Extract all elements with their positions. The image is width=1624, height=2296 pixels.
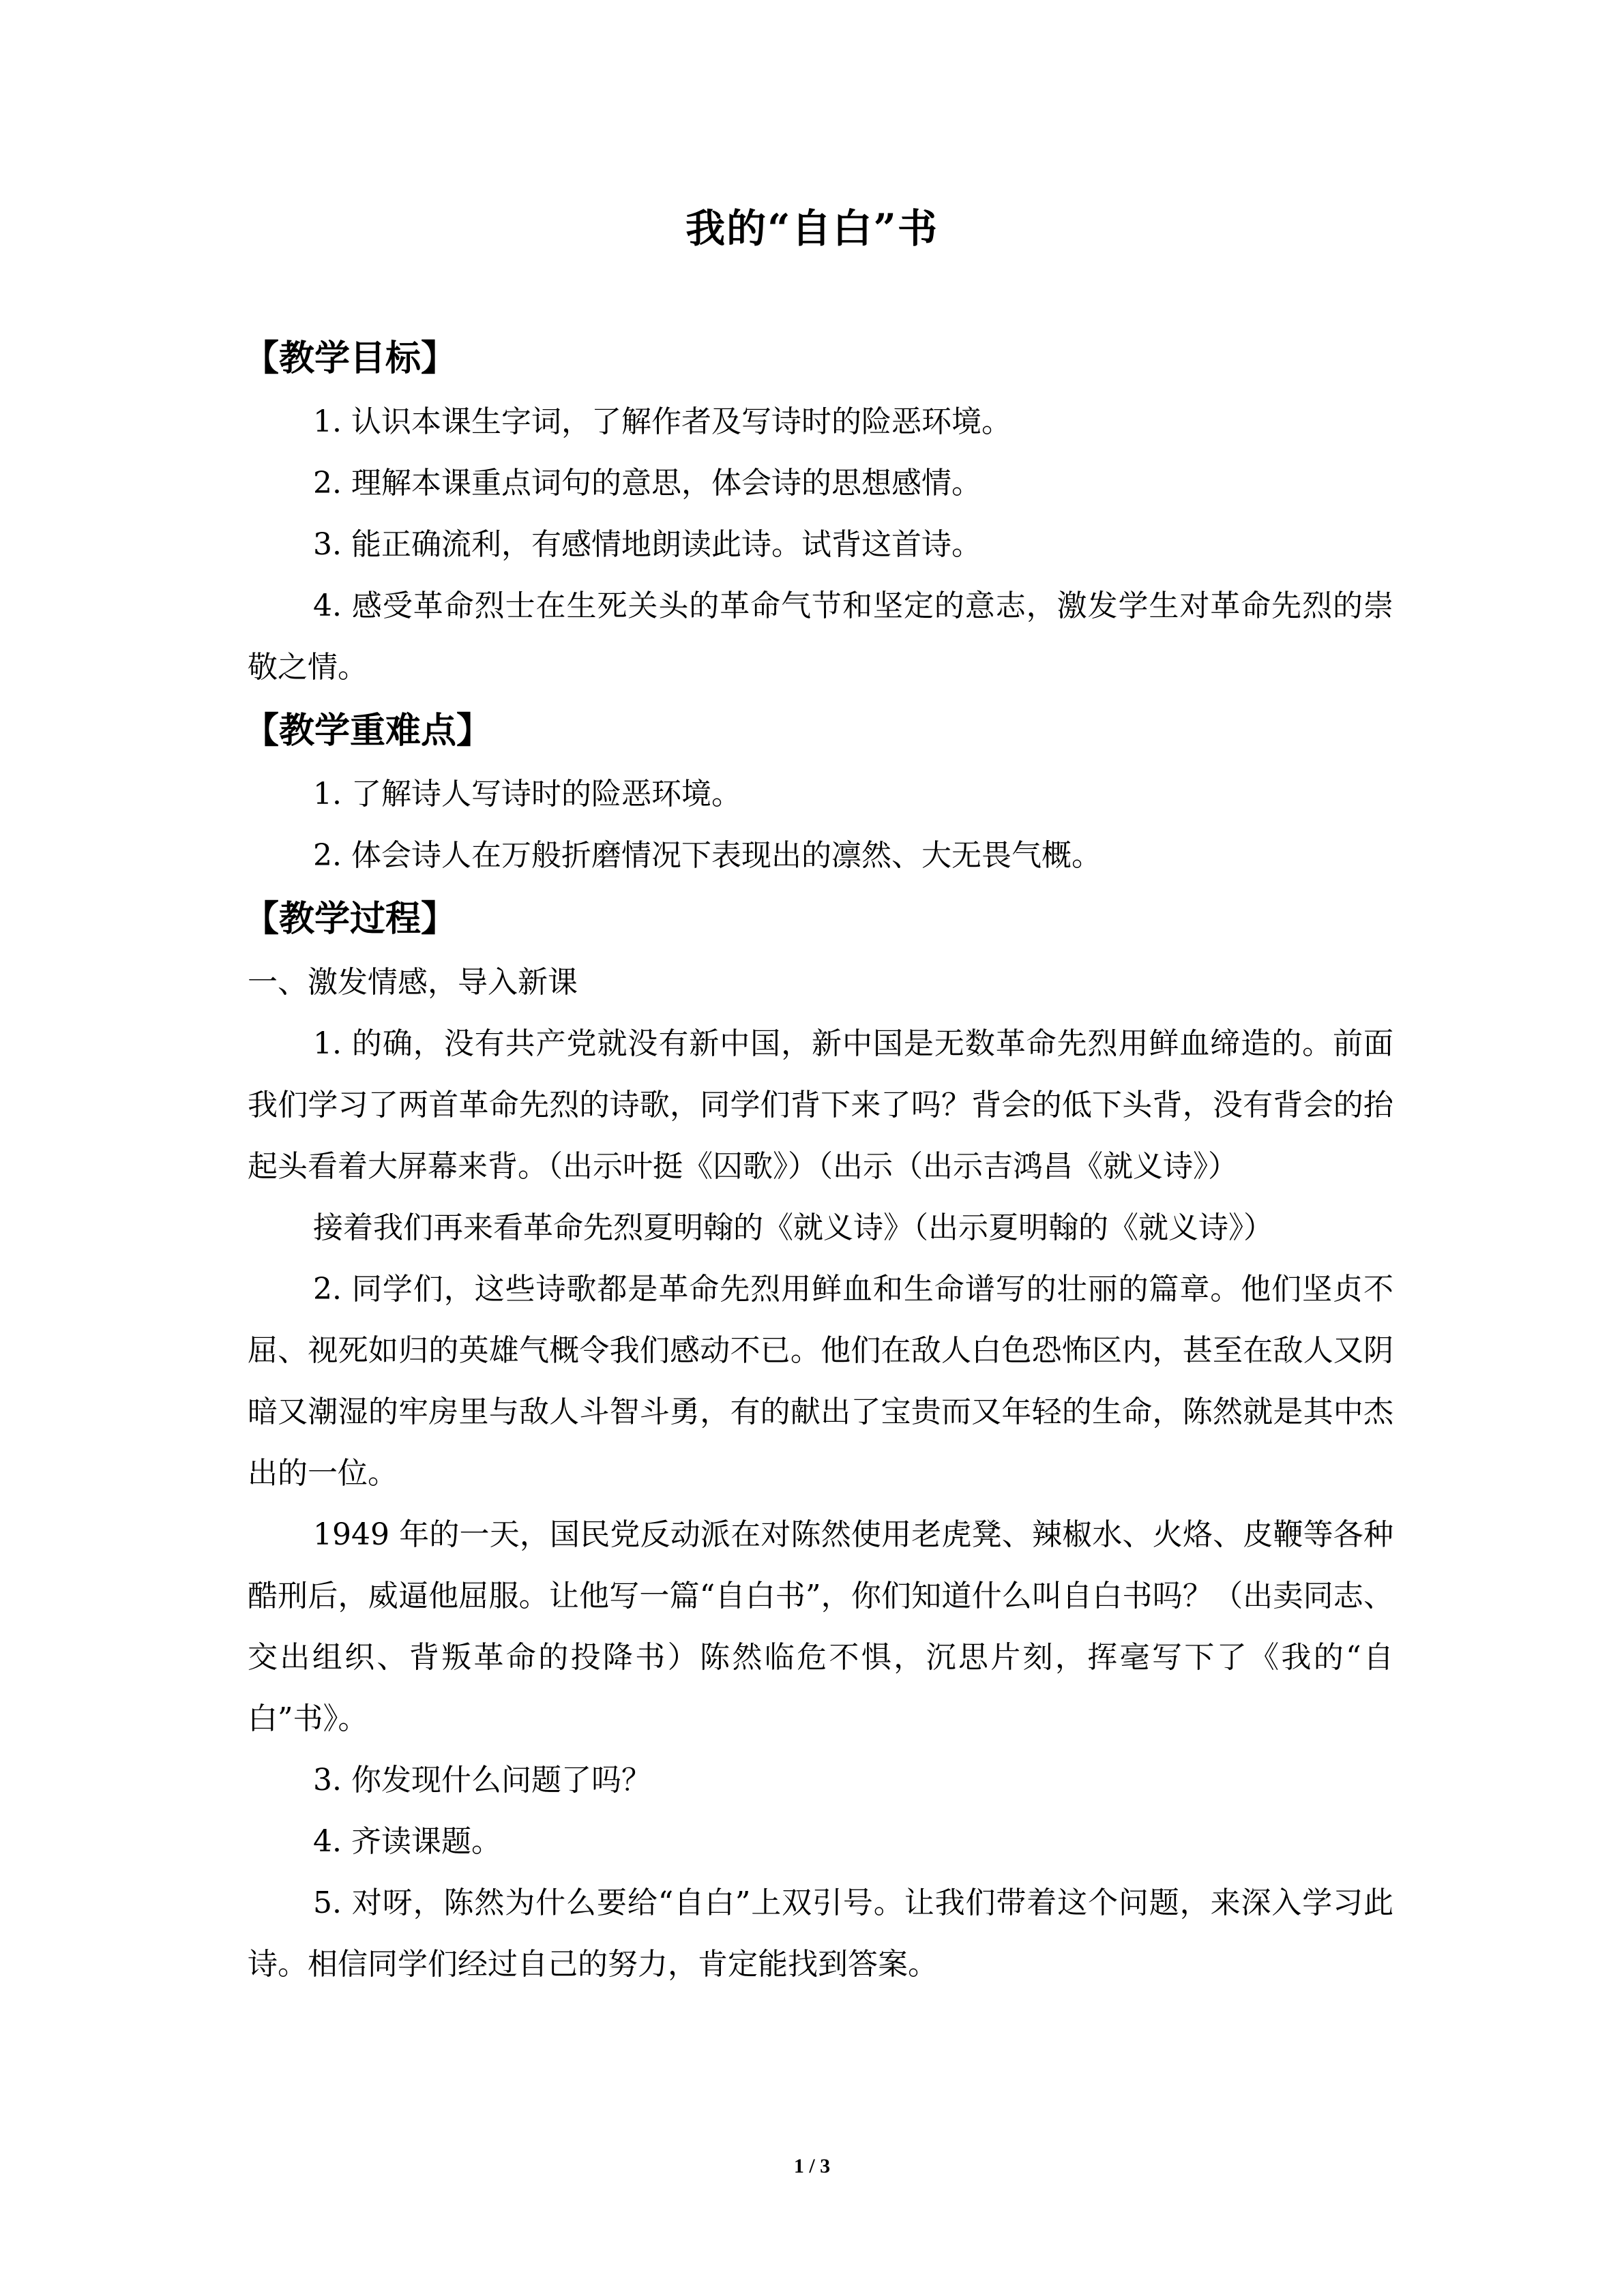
process-subheading: 一、激发情感，导入新课 [248,965,578,1000]
objective-item: 4. 感受革命烈士在生死关头的革命气节和坚定的意志，激发学生对革命先烈的崇敬之情。 [248,588,1393,685]
process-paragraph: 接着我们再来看革命先烈夏明翰的《就义诗》（出示夏明翰的《就义诗》） [313,1210,1273,1245]
objective-item: 2. 理解本课重点词句的意思，体会诗的思想感情。 [313,466,981,501]
key-points-heading: 【教学重难点】 [243,710,492,751]
key-point-item: 1. 了解诗人写诗时的险恶环境。 [313,777,741,811]
objective-item: 3. 能正确流利，有感情地朗读此诗。试背这首诗。 [313,527,981,562]
page-title: 我的“自白”书 [685,205,939,252]
page-number: 1 / 3 [793,2155,831,2177]
process-heading: 【教学过程】 [243,898,457,940]
objectives-heading: 【教学目标】 [243,338,457,379]
document-body [243,326,1393,1995]
objective-item: 1. 认识本课生字词，了解作者及写诗时的险恶环境。 [313,404,1012,439]
process-paragraph: 2. 同学们，这些诗歌都是革命先烈用鲜血和生命谱写的壮丽的篇章。他们坚贞不屈、视死如归的英雄气概令我们感动不已。他们在敌人白色恐怖区内，甚至在敌人又阴暗又潮湿的牢房里与敌人斗智斗勇，有的献出了宝贵而又年轻的生命，陈然就是其中杰出的一位。 [248,1272,1393,1491]
process-paragraph: 4. 齐读课题。 [313,1824,501,1859]
process-paragraph: 3. 你发现什么问题了吗？ [313,1763,651,1798]
process-paragraph: 1949 年的一天，国民党反动派在对陈然使用老虎凳、辣椒水、火烙、皮鞭等各种酷刑后，威逼他屈服。让他写一篇“自白书”，你们知道什么叫自白书吗？（出卖同志、交出组织、背叛革命的投降书）陈然临危不惧，沉思片刻，挥毫写下了《我的“自白”书》。 [248,1517,1393,1736]
process-paragraph: 1. 的确，没有共产党就没有新中国，新中国是无数革命先烈用鲜血缔造的。前面我们学习了两首革命先烈的诗歌，同学们背下来了吗？背会的低下头背，没有背会的抬起头看着大屏幕来背。（出示叶挺《囚歌》）（出示（出示吉鸿昌《就义诗》） [248,1026,1393,1184]
key-point-item: 2. 体会诗人在万般折磨情况下表现出的凛然、大无畏气概。 [313,838,1102,873]
process-paragraph: 5. 对呀，陈然为什么要给“自白”上双引号。让我们带着这个问题，来深入学习此诗。相信同学们经过自己的努力，肯定能找到答案。 [248,1885,1393,1982]
